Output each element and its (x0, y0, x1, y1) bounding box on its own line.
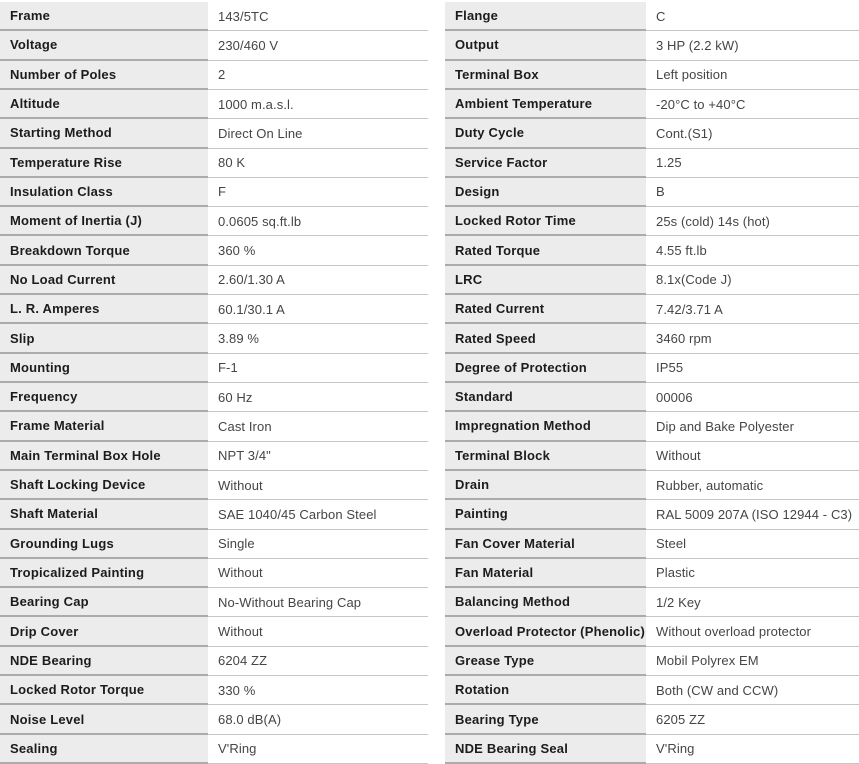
spec-value: 360 % (208, 236, 428, 265)
spec-row (0, 90, 428, 119)
spec-label: Impregnation Method (445, 412, 646, 441)
spec-label: Overload Protector (Phenolic) (445, 617, 646, 646)
spec-value: 25s (cold) 14s (hot) (646, 207, 859, 236)
spec-value: 68.0 dB(A) (208, 705, 428, 734)
spec-label: Rated Current (445, 295, 646, 324)
spec-row (0, 31, 428, 60)
spec-value: 2.60/1.30 A (208, 266, 428, 295)
spec-row (0, 617, 428, 646)
spec-value: NPT 3/4" (208, 442, 428, 471)
spec-label: NDE Bearing (0, 647, 208, 676)
spec-row (445, 207, 859, 236)
spec-row (0, 676, 428, 705)
spec-value: 2 (208, 61, 428, 90)
spec-value: Dip and Bake Polyester (646, 412, 859, 441)
spec-value: Plastic (646, 559, 859, 588)
spec-label: Voltage (0, 31, 208, 60)
spec-row (0, 412, 428, 441)
spec-value: Cont.(S1) (646, 119, 859, 148)
spec-row (0, 266, 428, 295)
spec-label: Frame (0, 2, 208, 31)
spec-value: 6205 ZZ (646, 705, 859, 734)
spec-row (445, 559, 859, 588)
spec-label: Design (445, 178, 646, 207)
spec-label: Bearing Type (445, 705, 646, 734)
spec-row (0, 295, 428, 324)
spec-value: No-Without Bearing Cap (208, 588, 428, 617)
spec-value: Without (208, 617, 428, 646)
spec-row (0, 61, 428, 90)
spec-row (0, 383, 428, 412)
spec-value: 6204 ZZ (208, 647, 428, 676)
spec-value: 3.89 % (208, 324, 428, 353)
spec-value: 4.55 ft.lb (646, 236, 859, 265)
spec-label: Frame Material (0, 412, 208, 441)
spec-label: Ambient Temperature (445, 90, 646, 119)
spec-row (0, 471, 428, 500)
spec-label: Shaft Locking Device (0, 471, 208, 500)
spec-row (0, 119, 428, 148)
spec-label: NDE Bearing Seal (445, 735, 646, 764)
spec-value: Without (208, 471, 428, 500)
spec-row (0, 588, 428, 617)
spec-label: Rated Torque (445, 236, 646, 265)
spec-label: L. R. Amperes (0, 295, 208, 324)
spec-label: Grease Type (445, 647, 646, 676)
spec-value: Direct On Line (208, 119, 428, 148)
spec-row (0, 647, 428, 676)
spec-value: Cast Iron (208, 412, 428, 441)
spec-row (0, 442, 428, 471)
spec-value: Mobil Polyrex EM (646, 647, 859, 676)
spec-label: Insulation Class (0, 178, 208, 207)
spec-label: Number of Poles (0, 61, 208, 90)
spec-label: Rated Speed (445, 324, 646, 353)
spec-row (0, 324, 428, 353)
spec-row (445, 647, 859, 676)
spec-row (445, 119, 859, 148)
spec-value: C (646, 2, 859, 31)
spec-value: 80 K (208, 149, 428, 178)
spec-value: SAE 1040/45 Carbon Steel (208, 500, 428, 529)
spec-label: Fan Cover Material (445, 530, 646, 559)
spec-value: 8.1x(Code J) (646, 266, 859, 295)
spec-value: Rubber, automatic (646, 471, 859, 500)
spec-row (445, 383, 859, 412)
spec-row (0, 735, 428, 764)
spec-label: Drain (445, 471, 646, 500)
spec-row (445, 236, 859, 265)
spec-value: Steel (646, 530, 859, 559)
spec-label: Moment of Inertia (J) (0, 207, 208, 236)
spec-value: 7.42/3.71 A (646, 295, 859, 324)
spec-label: Fan Material (445, 559, 646, 588)
spec-row (445, 588, 859, 617)
spec-value: 230/460 V (208, 31, 428, 60)
spec-row (445, 266, 859, 295)
spec-value: 60.1/30.1 A (208, 295, 428, 324)
spec-label: Locked Rotor Torque (0, 676, 208, 705)
spec-label: Degree of Protection (445, 354, 646, 383)
spec-value: Left position (646, 61, 859, 90)
spec-label: Main Terminal Box Hole (0, 442, 208, 471)
spec-value: Without overload protector (646, 617, 859, 646)
spec-value: 60 Hz (208, 383, 428, 412)
spec-value: B (646, 178, 859, 207)
spec-row (445, 90, 859, 119)
spec-row (445, 324, 859, 353)
spec-row (0, 2, 428, 31)
spec-label: Service Factor (445, 149, 646, 178)
spec-label: Standard (445, 383, 646, 412)
spec-row (445, 61, 859, 90)
spec-label: Painting (445, 500, 646, 529)
spec-row (0, 207, 428, 236)
spec-label: No Load Current (0, 266, 208, 295)
spec-row (0, 178, 428, 207)
spec-value: -20°C to +40°C (646, 90, 859, 119)
spec-row (445, 530, 859, 559)
spec-row (445, 295, 859, 324)
spec-label: Slip (0, 324, 208, 353)
spec-value: 1.25 (646, 149, 859, 178)
spec-row (0, 530, 428, 559)
spec-label: Tropicalized Painting (0, 559, 208, 588)
spec-label: LRC (445, 266, 646, 295)
spec-label: Starting Method (0, 119, 208, 148)
spec-row (445, 412, 859, 441)
spec-row (445, 2, 859, 31)
spec-label: Terminal Block (445, 442, 646, 471)
spec-row (0, 500, 428, 529)
spec-row (445, 442, 859, 471)
spec-value: 143/5TC (208, 2, 428, 31)
spec-table-right (445, 2, 859, 764)
spec-label: Rotation (445, 676, 646, 705)
spec-label: Frequency (0, 383, 208, 412)
spec-value: Without (208, 559, 428, 588)
spec-label: Terminal Box (445, 61, 646, 90)
spec-row (0, 354, 428, 383)
spec-label: Bearing Cap (0, 588, 208, 617)
spec-row (445, 354, 859, 383)
spec-row (0, 236, 428, 265)
spec-row (445, 735, 859, 764)
spec-value: IP55 (646, 354, 859, 383)
spec-row (0, 705, 428, 734)
spec-label: Mounting (0, 354, 208, 383)
spec-label: Locked Rotor Time (445, 207, 646, 236)
spec-label: Sealing (0, 735, 208, 764)
spec-value: 00006 (646, 383, 859, 412)
spec-value: V'Ring (208, 735, 428, 764)
spec-value: 1/2 Key (646, 588, 859, 617)
spec-row (445, 676, 859, 705)
spec-row (445, 471, 859, 500)
spec-value: V'Ring (646, 735, 859, 764)
spec-label: Temperature Rise (0, 149, 208, 178)
spec-label: Breakdown Torque (0, 236, 208, 265)
spec-value: 0.0605 sq.ft.lb (208, 207, 428, 236)
spec-table-left (0, 2, 428, 764)
spec-row (445, 500, 859, 529)
spec-value: 330 % (208, 676, 428, 705)
spec-label: Noise Level (0, 705, 208, 734)
spec-row (445, 31, 859, 60)
spec-value: 3 HP (2.2 kW) (646, 31, 859, 60)
spec-label: Altitude (0, 90, 208, 119)
spec-label: Drip Cover (0, 617, 208, 646)
spec-value: 3460 rpm (646, 324, 859, 353)
spec-row (445, 178, 859, 207)
spec-value: Without (646, 442, 859, 471)
spec-row (0, 149, 428, 178)
spec-value: F-1 (208, 354, 428, 383)
spec-row (0, 559, 428, 588)
spec-label: Output (445, 31, 646, 60)
spec-label: Duty Cycle (445, 119, 646, 148)
spec-value: Both (CW and CCW) (646, 676, 859, 705)
spec-value: Single (208, 530, 428, 559)
spec-row (445, 617, 859, 646)
spec-label: Grounding Lugs (0, 530, 208, 559)
spec-value: F (208, 178, 428, 207)
spec-value: 1000 m.a.s.l. (208, 90, 428, 119)
spec-label: Balancing Method (445, 588, 646, 617)
spec-row (445, 149, 859, 178)
spec-label: Flange (445, 2, 646, 31)
spec-row (445, 705, 859, 734)
spec-value: RAL 5009 207A (ISO 12944 - C3) (646, 500, 859, 529)
spec-label: Shaft Material (0, 500, 208, 529)
